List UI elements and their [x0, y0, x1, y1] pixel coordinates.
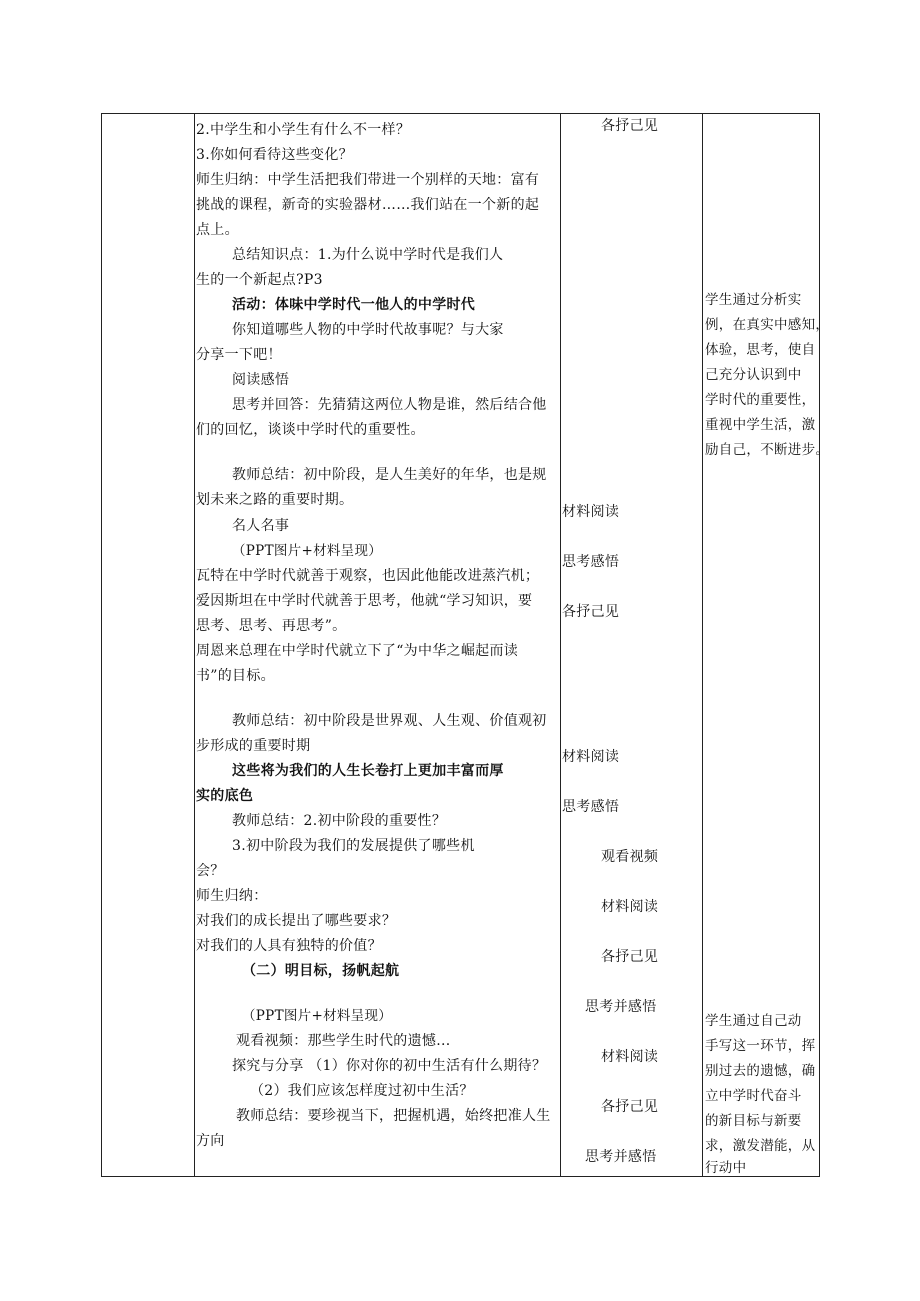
content-line: 对我们的成长提出了哪些要求？ [196, 913, 397, 929]
student-activity-item: 思考并感悟 [585, 1149, 657, 1165]
content-line: 观看视频：那些学生时代的遗憾... [236, 1033, 451, 1049]
student-activity-item: 思考感悟 [562, 554, 620, 570]
content-line: 实的底色 [196, 788, 254, 804]
intent-line: 学生通过自己动 [705, 1013, 802, 1029]
content-line: 教师总结：2.初中阶段的重要性？ [232, 813, 447, 829]
content-line: 教师总结：初中阶段，是人生美好的年华，也是规 [232, 467, 547, 483]
student-activity-item: 材料阅读 [601, 899, 659, 915]
content-line: （2）我们应该怎样度过初中生活？ [250, 1083, 474, 1099]
content-line: （PPT图片+材料呈现） [232, 543, 383, 559]
content-line: 方向 [196, 1133, 225, 1149]
content-line: 教师总结：初中阶段是世界观、人生观、价值观初 [232, 713, 547, 729]
column-divider [560, 114, 561, 1176]
student-activity-item: 思考感悟 [562, 799, 620, 815]
student-activity-item: 材料阅读 [562, 504, 620, 520]
empty-left-cell [102, 114, 194, 1176]
content-line: 对我们的人具有独特的价值？ [196, 938, 382, 954]
content-line: 这些将为我们的人生长卷打上更加丰富而厚 [232, 763, 504, 779]
content-line: 阅读感悟 [232, 372, 290, 388]
section-heading: （二）明目标，扬帆起航 [242, 963, 400, 979]
content-line: 总结知识点：1.为什么说中学时代是我们人 [232, 247, 504, 263]
content-line: 周恩来总理在中学时代就立下了“为中华之崛起而读 [196, 643, 519, 659]
content-line: 点上。 [196, 222, 239, 238]
lesson-plan-table [101, 113, 830, 1177]
content-line: 划未来之路的重要时期。 [196, 492, 354, 508]
student-activity-item: 思考并感悟 [585, 999, 657, 1015]
student-activity-cell [562, 114, 702, 1176]
content-line: 名人名事 [232, 518, 290, 534]
content-line: 们的回忆，谈谈中学时代的重要性。 [196, 422, 425, 438]
content-line: 书”的目标。 [196, 668, 275, 684]
student-activity-item: 各抒己见 [601, 118, 659, 134]
intent-line: 重视中学生活，激 [705, 417, 816, 433]
content-line: 师生归纳： [196, 888, 268, 904]
student-activity-item: 各抒己见 [562, 604, 620, 620]
intent-line: 例，在真实中感知， [705, 317, 830, 333]
content-line: 瓦特在中学时代就善于观察，也因此他能改进蒸汽机； [196, 568, 540, 584]
student-activity-item: 材料阅读 [601, 1049, 659, 1065]
intent-line: 立中学时代奋斗 [705, 1088, 802, 1104]
activity-heading: 活动：体味中学时代一他人的中学时代 [232, 297, 476, 313]
intent-line: 学生通过分析实 [705, 292, 802, 308]
content-line: 爱因斯坦在中学时代就善于思考，他就“学习知识，要 [196, 593, 533, 609]
content-line: （PPT图片+材料呈现） [242, 1008, 393, 1024]
intent-line: 励自己，不断进步。 [705, 442, 830, 458]
content-line: 步形成的重要时期 [196, 738, 311, 754]
content-line: 生的一个新起点?P3 [196, 272, 323, 288]
intent-line: 手写这一环节，挥 [705, 1038, 816, 1054]
content-line: 3.你如何看待这些变化？ [196, 147, 353, 163]
content-line: 2.中学生和小学生有什么不一样？ [196, 122, 411, 138]
intent-line: 别过去的遗憾，确 [705, 1063, 816, 1079]
column-divider [194, 114, 195, 1176]
student-activity-item: 各抒己见 [601, 1099, 659, 1115]
content-line: 思考、思考、再思考”。 [196, 618, 347, 634]
intent-line: 的新目标与新要 [705, 1113, 802, 1129]
content-line: 会？ [196, 863, 225, 879]
content-line: 3.初中阶段为我们的发展提供了哪些机 [232, 838, 475, 854]
content-line: 探究与分享 （1）你对你的初中生活有什么期待？ [232, 1058, 547, 1074]
intent-line: 学时代的重要性， [705, 392, 816, 408]
design-intent-cell [704, 114, 830, 1176]
column-divider [702, 114, 703, 1176]
content-line: 师生归纳：中学生活把我们带进一个别样的天地：富有 [196, 172, 540, 188]
content-line: 教师总结：要珍视当下，把握机遇，始终把准人生 [236, 1108, 551, 1124]
content-line: 思考并回答：先猜猜这两位人物是谁，然后结合他 [232, 397, 547, 413]
student-activity-item: 各抒己见 [601, 949, 659, 965]
content-line: 你知道哪些人物的中学时代故事呢？与大家 [232, 322, 504, 338]
student-activity-item: 观看视频 [601, 849, 659, 865]
student-activity-item: 材料阅读 [562, 749, 620, 765]
intent-line: 体验，思考，使自 [705, 342, 816, 358]
teaching-content-cell [196, 114, 560, 1176]
content-line: 分享一下吧！ [196, 347, 282, 363]
content-line: 挑战的课程，新奇的实验器材……我们站在一个新的起 [196, 197, 540, 213]
intent-line: 己充分认识到中 [705, 367, 802, 383]
intent-line: 行动中 [705, 1160, 747, 1176]
intent-line: 求，激发潜能，从 [705, 1138, 816, 1154]
